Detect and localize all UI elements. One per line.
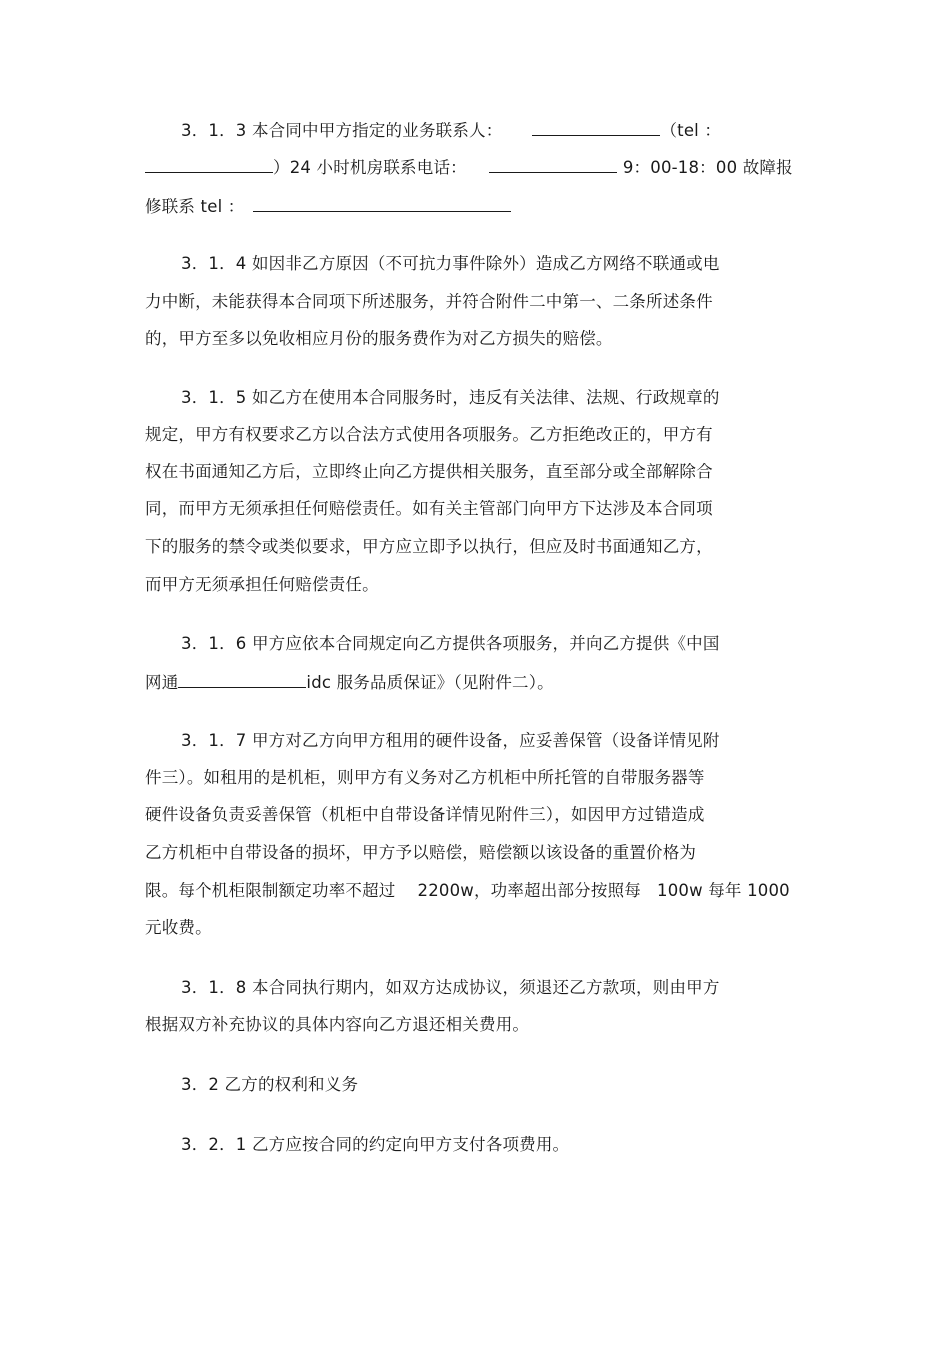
clause-3-1-7-line-5: [145, 880, 790, 902]
clause-3-1-5-line-3: 权在书面通知乙方后，立即终止向乙方提供相关服务，直至部分或全部解除合: [145, 462, 713, 481]
clause-3-1-7-line-2: 件三）。如租用的是机柜，则甲方有义务对乙方机柜中所托管的自带服务器等: [145, 768, 705, 787]
tel-label: （tel ：: [660, 121, 722, 140]
overage-fee: 100w 每年 1000: [657, 881, 790, 900]
power-limit-value: 2200w，功率超出部分按照每: [417, 881, 641, 900]
clause-3-1-7-line-6: 元收费。: [145, 918, 212, 937]
contact-name-blank: [532, 119, 660, 136]
clause-3-1-5-line-2: 规定，甲方有权要求乙方以合法方式使用各项服务。乙方拒绝改正的，甲方有: [145, 425, 713, 444]
clause-3-1-5-line-6: 而甲方无须承担任何赔偿责任。: [145, 575, 379, 594]
fault-report-tel-blank: [253, 195, 511, 212]
clause-3-1-5-line-1: 3．1．5 如乙方在使用本合同服务时，违反有关法律、法规、行政规章的: [181, 388, 720, 407]
clause-3-1-3-line-3: [145, 195, 511, 218]
clause-3-1-3-contact-label: 3．1．3 本合同中甲方指定的业务联系人：: [181, 121, 503, 140]
clause-3-1-3-line-1: [181, 119, 721, 142]
clause-3-1-5-line-4: 同，而甲方无须承担任何赔偿责任。如有关主管部门向甲方下达涉及本合同项: [145, 499, 713, 518]
clause-3-1-6-line-1: 3．1．6 甲方应依本合同规定向乙方提供各项服务，并向乙方提供《中国: [181, 634, 720, 653]
section-3-2-heading: 3．2 乙方的权利和义务: [181, 1075, 359, 1094]
clause-3-1-5-line-5: 下的服务的禁令或类似要求，甲方应立即予以执行，但应及时书面通知乙方，: [145, 537, 713, 556]
clause-3-1-8-line-2: 根据双方补充协议的具体内容向乙方退还相关费用。: [145, 1015, 530, 1034]
clause-3-2-1-line-1: 3．2．1 乙方应按合同的约定向甲方支付各项费用。: [181, 1135, 570, 1154]
clause-3-1-6-line-2: [145, 671, 554, 694]
clause-3-1-4-line-3: 的，甲方至多以免收相应月份的服务费作为对乙方损失的赔偿。: [145, 329, 613, 348]
clause-3-1-3-line-2: [145, 156, 793, 179]
power-limit-text: 限。每个机柜限制额定功率不超过: [145, 881, 396, 900]
fault-report-tel-label: 修联系 tel ：: [145, 197, 245, 216]
fault-report-hours: 9：00-18：00 故障报: [622, 158, 793, 177]
clause-3-1-7-line-3: 硬件设备负责妥善保管（机柜中自带设备详情见附件三），如因甲方过错造成: [145, 805, 705, 824]
china-netcom-label: 网通: [145, 673, 179, 692]
clause-3-1-7-line-4: 乙方机柜中自带设备的损坏，甲方予以赔偿，赔偿额以该设备的重置价格为: [145, 843, 697, 862]
idc-quality-guarantee: idc 服务品质保证》（见附件二）。: [306, 673, 554, 692]
machine-room-phone-label: ）24 小时机房联系电话：: [273, 158, 467, 177]
clause-3-1-4-line-1: 3．1．4 如因非乙方原因（不可抗力事件除外）造成乙方网络不联通或电: [181, 254, 720, 273]
clause-3-1-4-line-2: 力中断，未能获得本合同项下所述服务，并符合附件二中第一、二条所述条件: [145, 292, 713, 311]
clause-3-1-8-line-1: 3．1．8 本合同执行期内，如双方达成协议，须退还乙方款项，则由甲方: [181, 978, 720, 997]
contact-tel-blank: [145, 156, 273, 173]
clause-3-1-7-line-1: 3．1．7 甲方对乙方向甲方租用的硬件设备，应妥善保管（设备详情见附: [181, 731, 720, 750]
service-name-blank: [178, 671, 306, 688]
machine-room-phone-blank: [489, 156, 617, 173]
